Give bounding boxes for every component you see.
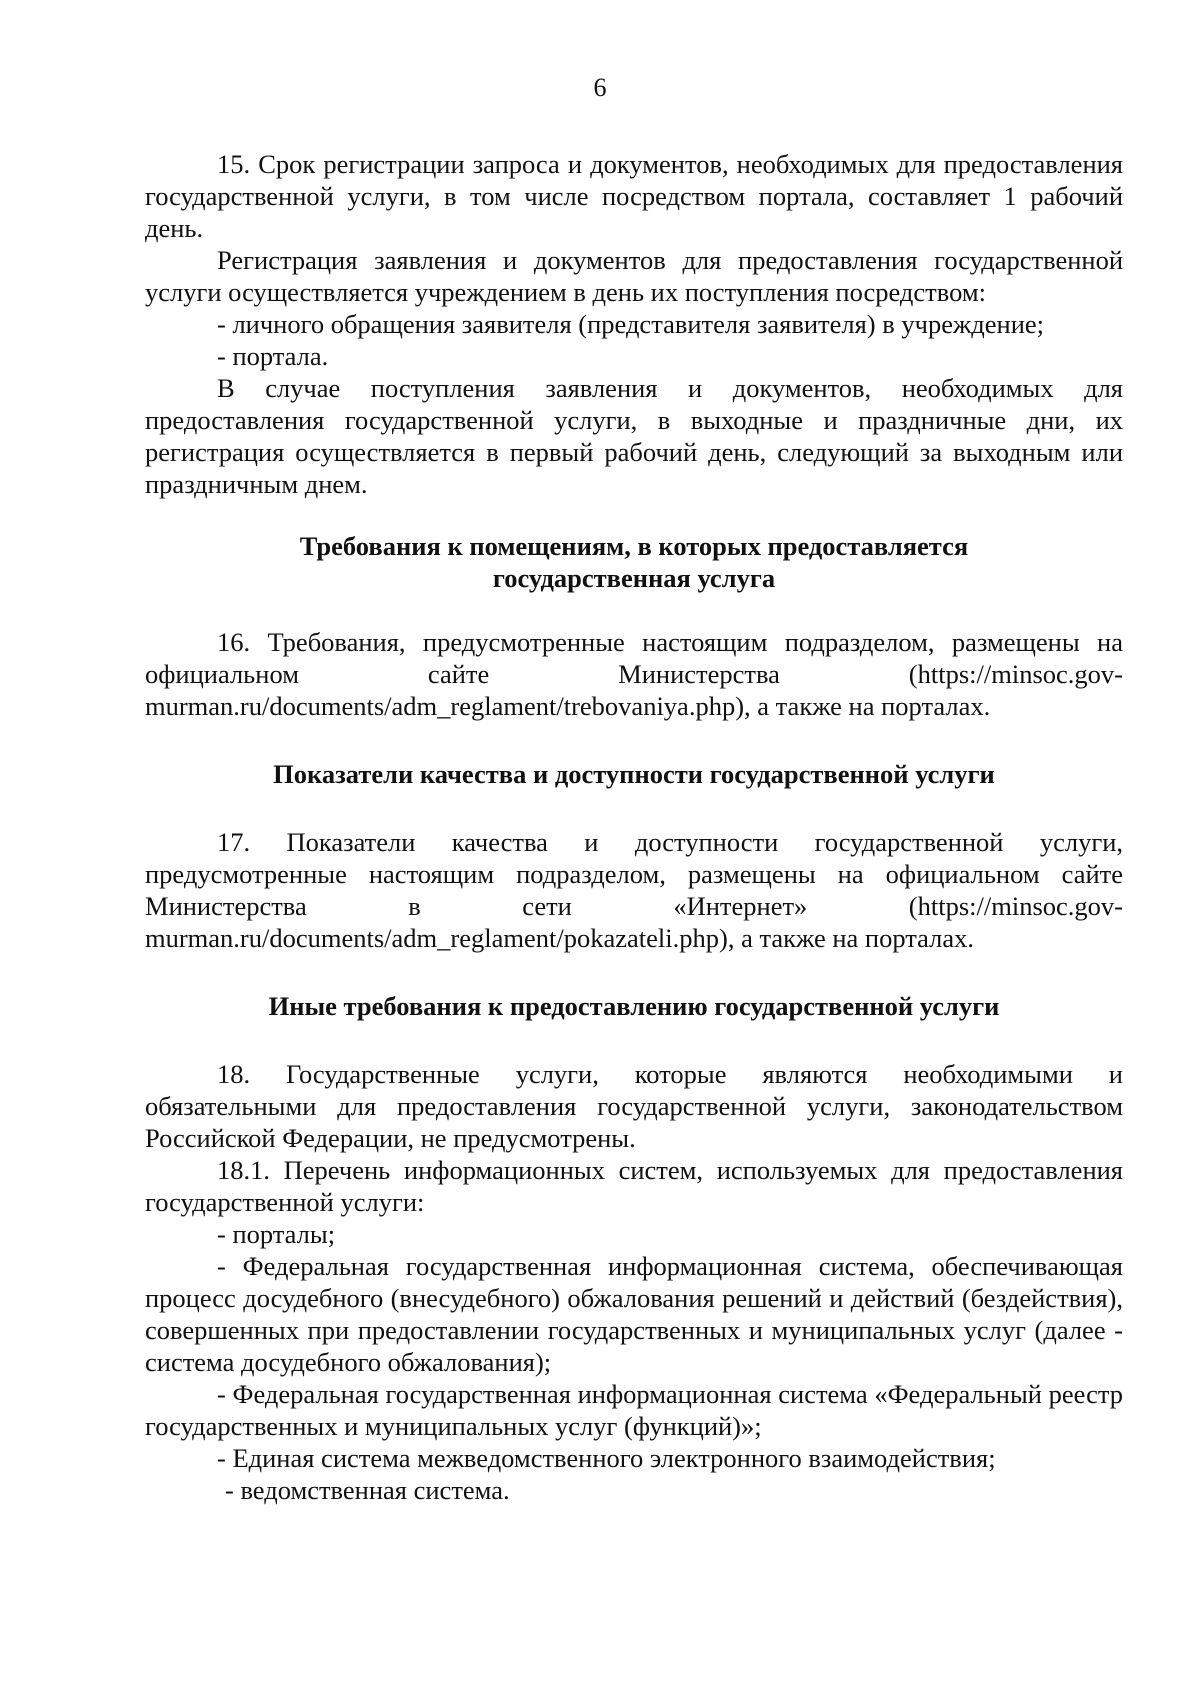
- document-body: [145, 148, 1123, 1506]
- list-item-portal: - портала.: [217, 341, 329, 371]
- section-heading-premises-line2: государственная услуга: [492, 563, 776, 593]
- list-item-departmental-system: - ведомственная система.: [225, 1475, 510, 1505]
- list-item-personal-appeal: - личного обращения заявителя (представителя заявителя) в учреждение;: [217, 309, 1045, 339]
- section-heading-quality: Показатели качества и доступности государственной услуги: [273, 759, 995, 789]
- list-item-appeal-system: - Федеральная государственная информационная система, обеспечивающая процесс досудебного (внесудебного) обжалования решений и действий (бездействия), совершенных при предоставлении государственных и муниципальных услуг (далее - система досудебного обжалования);: [145, 1251, 1123, 1377]
- section-heading-premises-line1: Требования к помещениям, в которых предоставляется: [299, 531, 969, 561]
- page-number: 6: [593, 73, 607, 102]
- paragraph-15: 15. Срок регистрации запроса и документов, необходимых для предоставления государственной услуги, в том числе посредством портала, составляет 1 рабочий день.: [145, 149, 1123, 243]
- list-item-federal-registry: - Федеральная государственная информационная система «Федеральный реестр государственных и муниципальных услуг (функций)»;: [145, 1379, 1123, 1441]
- section-heading-other-requirements: Иные требования к предоставлению государственной услуги: [268, 991, 1000, 1021]
- paragraph-16: 16. Требования, предусмотренные настоящим подразделом, размещены на официальном сайте Министерства (https://minsoc.gov-murman.ru/documents/adm_reglament/trebovaniya.php), а также на порталах.: [145, 627, 1123, 721]
- paragraph-17: 17. Показатели качества и доступности государственной услуги, предусмотренные настоящим подразделом, размещены на официальном сайте Министерства в сети «Интернет» (https://minsoc.gov-murman.ru/documents/adm_reglament/pokazateli.php), а также на порталах.: [145, 827, 1123, 953]
- paragraph-18-1: 18.1. Перечень информационных систем, используемых для предоставления государственной услуги:: [145, 1155, 1123, 1217]
- paragraph-18: 18. Государственные услуги, которые являются необходимыми и обязательными для предоставления государственной услуги, законодательством Российской Федерации, не предусмотрены.: [145, 1059, 1123, 1153]
- list-item-portals: - порталы;: [217, 1219, 336, 1249]
- list-item-smev: - Единая система межведомственного электронного взаимодействия;: [217, 1443, 996, 1473]
- paragraph-15-holidays: В случае поступления заявления и документов, необходимых для предоставления государственной услуги, в выходные и праздничные дни, их регистрация осуществляется в первый рабочий день, следующий за выходным или праздничным днем.: [145, 373, 1123, 499]
- paragraph-15-registration: Регистрация заявления и документов для предоставления государственной услуги осуществляется учреждением в день их поступления посредством:: [145, 245, 1123, 307]
- section-heading-premises: [145, 530, 1123, 594]
